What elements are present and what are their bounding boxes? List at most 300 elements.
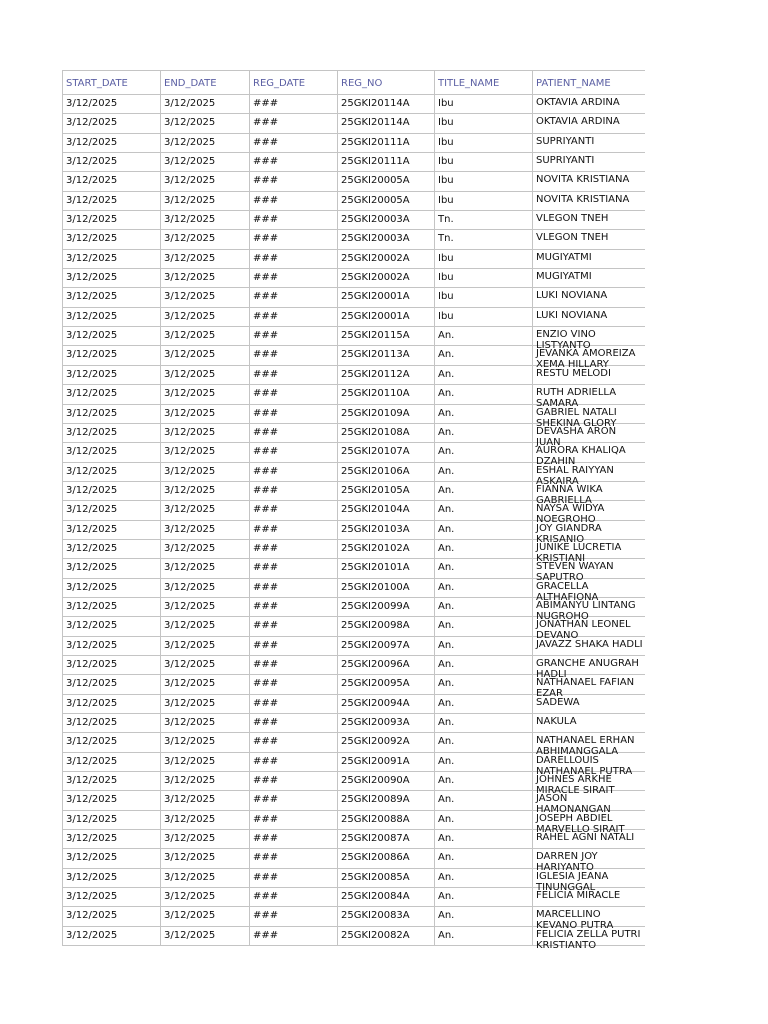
- cell-patient-name[interactable]: [532, 308, 645, 327]
- cell-patient-name[interactable]: [532, 153, 645, 172]
- cell-title-name[interactable]: [434, 811, 532, 830]
- cell-reg-date[interactable]: [249, 598, 337, 617]
- cell-patient-name[interactable]: [532, 192, 645, 211]
- cell-reg-date[interactable]: [249, 695, 337, 714]
- cell-reg-date[interactable]: [249, 230, 337, 249]
- cell-reg-date[interactable]: [249, 888, 337, 907]
- cell-start-date[interactable]: [62, 675, 160, 694]
- cell-value: 3/12/2025: [164, 156, 216, 168]
- cell-end-date[interactable]: [160, 269, 249, 288]
- cell-value: An.: [438, 465, 455, 477]
- cell-title-name[interactable]: [434, 927, 532, 946]
- cell-patient-name[interactable]: [532, 288, 645, 307]
- cell-reg-date[interactable]: [249, 346, 337, 365]
- cell-start-date[interactable]: [62, 869, 160, 888]
- cell-start-date[interactable]: [62, 830, 160, 849]
- cell-reg-no[interactable]: [337, 346, 434, 365]
- cell-patient-name[interactable]: [532, 211, 645, 230]
- cell-patient-name[interactable]: [532, 501, 645, 526]
- cell-end-date[interactable]: [160, 559, 249, 578]
- cell-title-name[interactable]: [434, 288, 532, 307]
- cell-value: An.: [438, 426, 455, 438]
- cell-title-name[interactable]: [434, 869, 532, 888]
- column-header-reg-no[interactable]: REG_NO: [337, 70, 434, 95]
- cell-end-date[interactable]: [160, 714, 249, 733]
- cell-start-date[interactable]: [62, 637, 160, 656]
- cell-title-name[interactable]: [434, 443, 532, 462]
- cell-title-name[interactable]: [434, 656, 532, 675]
- cell-title-name[interactable]: [434, 540, 532, 559]
- cell-title-name[interactable]: [434, 714, 532, 733]
- cell-start-date[interactable]: [62, 733, 160, 752]
- cell-reg-date[interactable]: [249, 656, 337, 675]
- cell-start-date[interactable]: [62, 714, 160, 733]
- cell-reg-date[interactable]: [249, 424, 337, 443]
- cell-end-date[interactable]: [160, 346, 249, 365]
- cell-title-name[interactable]: [434, 250, 532, 269]
- cell-start-date[interactable]: [62, 308, 160, 327]
- cell-end-date[interactable]: [160, 308, 249, 327]
- cell-reg-date[interactable]: [249, 907, 337, 926]
- cell-patient-name[interactable]: [532, 269, 645, 288]
- cell-title-name[interactable]: [434, 791, 532, 810]
- cell-value: An.: [438, 717, 455, 728]
- cell-end-date[interactable]: [160, 482, 249, 501]
- cell-reg-no[interactable]: [337, 230, 434, 249]
- cell-title-name[interactable]: [434, 907, 532, 926]
- cell-value: 3/12/2025: [66, 562, 118, 574]
- cell-value: NOVITA KRISTIANA: [536, 174, 630, 186]
- cell-start-date[interactable]: [62, 405, 160, 424]
- cell-value: ###: [253, 929, 279, 941]
- cell-end-date[interactable]: [160, 501, 249, 520]
- cell-reg-no[interactable]: [337, 579, 434, 598]
- cell-start-date[interactable]: [62, 888, 160, 907]
- cell-title-name[interactable]: [434, 211, 532, 230]
- cell-reg-no[interactable]: [337, 907, 434, 926]
- cell-value: RESTU MELODI: [536, 367, 611, 379]
- cell-start-date[interactable]: [62, 463, 160, 482]
- cell-end-date[interactable]: [160, 733, 249, 752]
- cell-patient-name[interactable]: [532, 888, 645, 907]
- cell-reg-date[interactable]: [249, 617, 337, 636]
- cell-value: An.: [438, 407, 455, 419]
- cell-reg-date[interactable]: [249, 114, 337, 133]
- cell-patient-name[interactable]: [532, 405, 645, 429]
- cell-title-name[interactable]: [434, 482, 532, 501]
- cell-start-date[interactable]: [62, 656, 160, 675]
- cell-start-date[interactable]: [62, 772, 160, 791]
- cell-title-name[interactable]: [434, 424, 532, 443]
- cell-end-date[interactable]: [160, 598, 249, 617]
- cell-title-name[interactable]: [434, 695, 532, 714]
- cell-start-date[interactable]: [62, 579, 160, 598]
- cell-patient-name[interactable]: [532, 849, 645, 874]
- cell-reg-no[interactable]: [337, 598, 434, 617]
- cell-title-name[interactable]: [434, 598, 532, 617]
- cell-reg-no[interactable]: [337, 443, 434, 462]
- cell-reg-no[interactable]: [337, 250, 434, 269]
- cell-title-name[interactable]: [434, 521, 532, 540]
- cell-reg-no[interactable]: [337, 482, 434, 501]
- cell-start-date[interactable]: [62, 385, 160, 404]
- cell-end-date[interactable]: [160, 134, 249, 153]
- cell-start-date[interactable]: [62, 346, 160, 365]
- cell-reg-date[interactable]: [249, 308, 337, 327]
- cell-reg-date[interactable]: [249, 714, 337, 733]
- cell-end-date[interactable]: [160, 288, 249, 307]
- cell-reg-no[interactable]: [337, 269, 434, 288]
- cell-title-name[interactable]: [434, 849, 532, 868]
- cell-end-date[interactable]: [160, 791, 249, 810]
- cell-value: ###: [253, 310, 279, 322]
- cell-patient-name[interactable]: [532, 385, 645, 410]
- cell-start-date[interactable]: [62, 791, 160, 810]
- cell-reg-date[interactable]: [249, 288, 337, 307]
- cell-reg-date[interactable]: [249, 443, 337, 462]
- cell-end-date[interactable]: [160, 637, 249, 656]
- cell-end-date[interactable]: [160, 366, 249, 385]
- cell-reg-date[interactable]: [249, 192, 337, 211]
- cell-patient-name[interactable]: [532, 521, 645, 545]
- cell-reg-date[interactable]: [249, 327, 337, 346]
- cell-end-date[interactable]: [160, 443, 249, 462]
- cell-end-date[interactable]: [160, 405, 249, 424]
- cell-value: 25GKI20001A: [341, 291, 410, 303]
- cell-title-name[interactable]: [434, 772, 532, 791]
- cell-patient-name[interactable]: [532, 656, 645, 680]
- cell-start-date[interactable]: [62, 927, 160, 946]
- cell-end-date[interactable]: [160, 192, 249, 211]
- cell-value: 25GKI20001A: [341, 310, 410, 322]
- cell-patient-name[interactable]: [532, 443, 645, 468]
- cell-reg-date[interactable]: [249, 675, 337, 694]
- cell-patient-name[interactable]: [532, 327, 645, 352]
- cell-reg-no[interactable]: [337, 675, 434, 694]
- cell-start-date[interactable]: [62, 269, 160, 288]
- cell-patient-name[interactable]: [532, 598, 645, 622]
- cell-reg-date[interactable]: [249, 385, 337, 404]
- cell-start-date[interactable]: [62, 424, 160, 443]
- cell-reg-no[interactable]: [337, 366, 434, 385]
- cell-title-name[interactable]: [434, 95, 532, 114]
- cell-patient-name[interactable]: [532, 540, 645, 564]
- cell-reg-no[interactable]: [337, 656, 434, 675]
- cell-start-date[interactable]: [62, 327, 160, 346]
- cell-patient-name[interactable]: [532, 927, 645, 951]
- cell-title-name[interactable]: [434, 559, 532, 578]
- cell-start-date[interactable]: [62, 288, 160, 307]
- cell-reg-date[interactable]: [249, 927, 337, 946]
- cell-reg-no[interactable]: [337, 95, 434, 114]
- cell-reg-date[interactable]: [249, 811, 337, 830]
- cell-end-date[interactable]: [160, 695, 249, 714]
- cell-reg-date[interactable]: [249, 269, 337, 288]
- cell-end-date[interactable]: [160, 772, 249, 791]
- cell-start-date[interactable]: [62, 617, 160, 636]
- cell-end-date[interactable]: [160, 675, 249, 694]
- column-header-patient-name[interactable]: PATIENT_NAME: [532, 70, 645, 95]
- cell-patient-name[interactable]: [532, 424, 645, 448]
- cell-start-date[interactable]: [62, 849, 160, 868]
- cell-reg-no[interactable]: [337, 501, 434, 520]
- cell-value: 3/12/2025: [66, 330, 118, 342]
- cell-start-date[interactable]: [62, 114, 160, 133]
- cell-patient-name[interactable]: [532, 134, 645, 153]
- cell-patient-name[interactable]: [532, 907, 645, 932]
- column-header-title-name[interactable]: TITLE_NAME: [434, 70, 532, 95]
- cell-title-name[interactable]: [434, 888, 532, 907]
- cell-reg-no[interactable]: [337, 617, 434, 636]
- cell-reg-no[interactable]: [337, 753, 434, 772]
- cell-reg-no[interactable]: [337, 192, 434, 211]
- cell-title-name[interactable]: [434, 617, 532, 636]
- cell-reg-no[interactable]: [337, 695, 434, 714]
- cell-reg-no[interactable]: [337, 308, 434, 327]
- cell-start-date[interactable]: [62, 211, 160, 230]
- cell-reg-date[interactable]: [249, 540, 337, 559]
- cell-start-date[interactable]: [62, 366, 160, 385]
- cell-start-date[interactable]: [62, 482, 160, 501]
- cell-start-date[interactable]: [62, 153, 160, 172]
- cell-value: 3/12/2025: [164, 658, 216, 670]
- cell-patient-name[interactable]: [532, 559, 645, 584]
- cell-start-date[interactable]: [62, 172, 160, 191]
- cell-title-name[interactable]: [434, 830, 532, 849]
- cell-value: OKTAVIA ARDINA: [536, 97, 620, 108]
- cell-title-name[interactable]: [434, 366, 532, 385]
- cell-reg-no[interactable]: [337, 849, 434, 868]
- cell-reg-date[interactable]: [249, 753, 337, 772]
- cell-title-name[interactable]: [434, 405, 532, 424]
- cell-value: 3/12/2025: [164, 175, 216, 187]
- cell-reg-no[interactable]: [337, 540, 434, 559]
- cell-start-date[interactable]: [62, 230, 160, 249]
- cell-title-name[interactable]: [434, 346, 532, 365]
- cell-end-date[interactable]: [160, 327, 249, 346]
- cell-start-date[interactable]: [62, 134, 160, 153]
- cell-reg-date[interactable]: [249, 579, 337, 598]
- cell-reg-date[interactable]: [249, 501, 337, 520]
- cell-reg-date[interactable]: [249, 521, 337, 540]
- cell-title-name[interactable]: [434, 172, 532, 191]
- cell-value: 25GKI20101A: [341, 562, 410, 574]
- cell-end-date[interactable]: [160, 424, 249, 443]
- cell-reg-no[interactable]: [337, 637, 434, 656]
- cell-title-name[interactable]: [434, 153, 532, 172]
- cell-reg-no[interactable]: [337, 327, 434, 346]
- cell-title-name[interactable]: [434, 192, 532, 211]
- cell-patient-name[interactable]: [532, 579, 645, 603]
- cell-reg-date[interactable]: [249, 869, 337, 888]
- cell-patient-name[interactable]: [532, 230, 645, 249]
- cell-start-date[interactable]: [62, 521, 160, 540]
- cell-patient-name[interactable]: [532, 637, 645, 656]
- cell-patient-name[interactable]: [532, 366, 645, 385]
- cell-reg-date[interactable]: [249, 134, 337, 153]
- cell-end-date[interactable]: [160, 230, 249, 249]
- cell-patient-name[interactable]: [532, 830, 645, 849]
- cell-value: RUTH ADRIELLA SAMARA: [536, 387, 617, 410]
- column-header-end-date[interactable]: END_DATE: [160, 70, 249, 95]
- cell-start-date[interactable]: [62, 192, 160, 211]
- cell-title-name[interactable]: [434, 463, 532, 482]
- cell-reg-no[interactable]: [337, 811, 434, 830]
- cell-patient-name[interactable]: [532, 463, 645, 487]
- cell-reg-date[interactable]: [249, 153, 337, 172]
- cell-start-date[interactable]: [62, 540, 160, 559]
- cell-end-date[interactable]: [160, 385, 249, 404]
- cell-end-date[interactable]: [160, 830, 249, 849]
- cell-end-date[interactable]: [160, 153, 249, 172]
- cell-end-date[interactable]: [160, 888, 249, 907]
- cell-value: 25GKI20109A: [341, 407, 410, 419]
- cell-patient-name[interactable]: [532, 346, 645, 371]
- cell-end-date[interactable]: [160, 617, 249, 636]
- cell-reg-no[interactable]: [337, 830, 434, 849]
- cell-patient-name[interactable]: [532, 869, 645, 893]
- cell-value: 25GKI20115A: [341, 330, 410, 342]
- cell-start-date[interactable]: [62, 250, 160, 269]
- cell-reg-no[interactable]: [337, 463, 434, 482]
- cell-patient-name[interactable]: [532, 695, 645, 714]
- cell-title-name[interactable]: [434, 501, 532, 520]
- cell-value: DARELLOUIS NATHANAEL PUTRA: [536, 754, 633, 777]
- cell-patient-name[interactable]: [532, 753, 645, 777]
- cell-value: 25GKI20111A: [341, 156, 410, 168]
- cell-reg-no[interactable]: [337, 791, 434, 810]
- cell-end-date[interactable]: [160, 869, 249, 888]
- cell-end-date[interactable]: [160, 172, 249, 191]
- cell-value: GRANCHE ANUGRAH HADLI: [536, 657, 639, 680]
- cell-patient-name[interactable]: [532, 791, 645, 816]
- cell-end-date[interactable]: [160, 95, 249, 114]
- cell-title-name[interactable]: [434, 114, 532, 133]
- cell-reg-no[interactable]: [337, 888, 434, 907]
- cell-reg-no[interactable]: [337, 405, 434, 424]
- cell-end-date[interactable]: [160, 250, 249, 269]
- cell-end-date[interactable]: [160, 521, 249, 540]
- cell-reg-date[interactable]: [249, 830, 337, 849]
- cell-reg-no[interactable]: [337, 869, 434, 888]
- cell-reg-date[interactable]: [249, 463, 337, 482]
- cell-end-date[interactable]: [160, 114, 249, 133]
- cell-end-date[interactable]: [160, 907, 249, 926]
- cell-reg-date[interactable]: [249, 772, 337, 791]
- cell-title-name[interactable]: [434, 308, 532, 327]
- cell-reg-no[interactable]: [337, 153, 434, 172]
- cell-end-date[interactable]: [160, 753, 249, 772]
- cell-end-date[interactable]: [160, 579, 249, 598]
- cell-reg-date[interactable]: [249, 366, 337, 385]
- cell-value: 3/12/2025: [164, 852, 216, 864]
- cell-patient-name[interactable]: [532, 733, 645, 758]
- cell-start-date[interactable]: [62, 695, 160, 714]
- cell-reg-date[interactable]: [249, 849, 337, 868]
- cell-reg-no[interactable]: [337, 559, 434, 578]
- cell-reg-date[interactable]: [249, 559, 337, 578]
- cell-start-date[interactable]: [62, 811, 160, 830]
- cell-reg-date[interactable]: [249, 172, 337, 191]
- cell-reg-no[interactable]: [337, 927, 434, 946]
- cell-reg-no[interactable]: [337, 172, 434, 191]
- cell-reg-no[interactable]: [337, 288, 434, 307]
- cell-title-name[interactable]: [434, 385, 532, 404]
- cell-reg-date[interactable]: [249, 733, 337, 752]
- cell-value: 3/12/2025: [66, 813, 118, 825]
- cell-value: 3/12/2025: [66, 929, 118, 941]
- cell-patient-name[interactable]: [532, 714, 645, 733]
- cell-reg-date[interactable]: [249, 211, 337, 230]
- cell-patient-name[interactable]: [532, 811, 645, 835]
- cell-title-name[interactable]: [434, 753, 532, 772]
- cell-start-date[interactable]: [62, 559, 160, 578]
- cell-reg-no[interactable]: [337, 772, 434, 791]
- cell-patient-name[interactable]: [532, 250, 645, 269]
- cell-patient-name[interactable]: [532, 772, 645, 797]
- cell-start-date[interactable]: [62, 907, 160, 926]
- cell-title-name[interactable]: [434, 134, 532, 153]
- cell-reg-date[interactable]: [249, 250, 337, 269]
- cell-start-date[interactable]: [62, 95, 160, 114]
- cell-end-date[interactable]: [160, 811, 249, 830]
- cell-patient-name[interactable]: [532, 114, 645, 133]
- cell-reg-date[interactable]: [249, 405, 337, 424]
- cell-reg-no[interactable]: [337, 521, 434, 540]
- cell-reg-no[interactable]: [337, 424, 434, 443]
- column-header-reg-date[interactable]: REG_DATE: [249, 70, 337, 95]
- cell-reg-date[interactable]: [249, 791, 337, 810]
- cell-title-name[interactable]: [434, 637, 532, 656]
- cell-title-name[interactable]: [434, 579, 532, 598]
- cell-title-name[interactable]: [434, 230, 532, 249]
- column-header-start-date[interactable]: START_DATE: [62, 70, 160, 95]
- cell-title-name[interactable]: [434, 733, 532, 752]
- cell-value: ENZIO VINO LISTYANTO: [536, 329, 596, 352]
- cell-title-name[interactable]: [434, 675, 532, 694]
- cell-reg-no[interactable]: [337, 733, 434, 752]
- cell-reg-no[interactable]: [337, 211, 434, 230]
- cell-value: An.: [438, 794, 455, 806]
- cell-start-date[interactable]: [62, 501, 160, 520]
- cell-value: 3/12/2025: [164, 639, 216, 651]
- cell-title-name[interactable]: [434, 327, 532, 346]
- cell-title-name[interactable]: [434, 269, 532, 288]
- cell-end-date[interactable]: [160, 463, 249, 482]
- cell-start-date[interactable]: [62, 443, 160, 462]
- cell-patient-name[interactable]: [532, 482, 645, 506]
- cell-reg-no[interactable]: [337, 134, 434, 153]
- cell-reg-date[interactable]: [249, 95, 337, 114]
- cell-reg-no[interactable]: [337, 114, 434, 133]
- cell-start-date[interactable]: [62, 598, 160, 617]
- cell-patient-name[interactable]: [532, 95, 645, 114]
- cell-end-date[interactable]: [160, 656, 249, 675]
- cell-reg-no[interactable]: [337, 385, 434, 404]
- cell-reg-no[interactable]: [337, 714, 434, 733]
- cell-reg-date[interactable]: [249, 482, 337, 501]
- cell-end-date[interactable]: [160, 540, 249, 559]
- cell-patient-name[interactable]: [532, 172, 645, 191]
- cell-patient-name[interactable]: [532, 617, 645, 642]
- cell-value: An.: [438, 755, 455, 767]
- cell-start-date[interactable]: [62, 753, 160, 772]
- cell-end-date[interactable]: [160, 849, 249, 868]
- cell-reg-date[interactable]: [249, 637, 337, 656]
- cell-end-date[interactable]: [160, 211, 249, 230]
- cell-end-date[interactable]: [160, 927, 249, 946]
- cell-patient-name[interactable]: [532, 675, 645, 700]
